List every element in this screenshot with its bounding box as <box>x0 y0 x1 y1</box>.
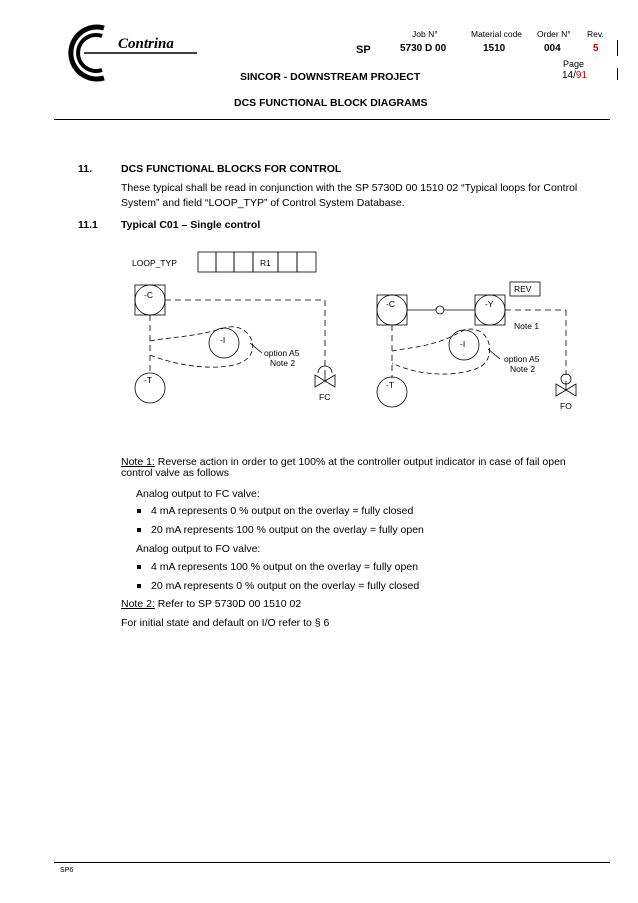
block-diagram <box>100 245 600 425</box>
left-option-loop <box>150 327 253 367</box>
footer-code: SP6 <box>60 867 74 874</box>
page-number <box>562 70 587 81</box>
right-option-label: option A5 <box>504 354 540 364</box>
right-link-node <box>436 306 444 314</box>
note2-label: Note 2: <box>121 598 155 610</box>
fo-heading: Analog output to FO valve: <box>136 543 261 555</box>
page-label: Page <box>563 59 585 69</box>
material-code-label: Material code <box>471 29 523 39</box>
bullet-icon <box>137 509 141 513</box>
right-rev-label: REV <box>514 284 532 294</box>
order-number: 004 <box>544 43 561 54</box>
right-valve-label: FO <box>560 401 572 411</box>
loop-typ-box-1 <box>198 252 216 272</box>
order-number-label: Order N° <box>537 29 571 39</box>
revision-label: Rev. <box>587 29 604 39</box>
loop-typ-box-3 <box>234 252 253 272</box>
right-note1-label: Note 1 <box>514 321 540 331</box>
material-code: 1510 <box>483 43 506 54</box>
header-rule <box>54 119 610 120</box>
list-item: 20 mA represents 0 % output on the overlay = fully closed <box>137 580 419 592</box>
right-option-leader <box>488 349 500 359</box>
note1-label: Note 1: <box>121 456 155 468</box>
initial-state-text: For initial state and default on I/O refer to § 6 <box>121 617 330 629</box>
job-number-label: Job N° <box>412 29 438 39</box>
subsection-number: 11.1 <box>78 219 98 231</box>
subsection-title: Typical C01 – Single control <box>121 219 261 231</box>
left-valve-label: FC <box>319 392 331 402</box>
loop-typ-box-2 <box>216 252 234 272</box>
note1-line2: control valve as follows <box>121 467 229 479</box>
bullet-icon <box>137 528 141 532</box>
bullet-icon <box>137 565 141 569</box>
note2-text: Refer to SP 5730D 00 1510 02 <box>154 598 302 610</box>
loop-typ-label: LOOP_TYP <box>132 258 177 268</box>
right-valve-fo <box>556 374 576 396</box>
note1-text: Reverse action in order to get 100% at the controller output indicator in case of fail open <box>154 456 566 468</box>
header-side-bar <box>617 40 618 56</box>
logo-text: Contrina <box>118 36 174 52</box>
section-number: 11. <box>78 163 93 175</box>
document-type: SP <box>356 44 371 56</box>
left-note-label: Note 2 <box>270 358 296 368</box>
right-controller-label: -C <box>386 299 395 309</box>
loop-typ-box-5 <box>278 252 297 272</box>
page-current: 14/ <box>562 70 576 81</box>
fc-heading: Analog output to FC valve: <box>136 488 260 500</box>
right-transmitter-label: -T <box>386 380 395 390</box>
left-valve-fc <box>315 366 335 387</box>
left-option-label: option A5 <box>264 348 300 358</box>
list-item: 20 mA represents 100 % output on the overlay = fully open <box>137 524 424 536</box>
document-title: DCS FUNCTIONAL BLOCK DIAGRAMS <box>234 97 428 109</box>
company-logo <box>62 22 202 84</box>
note2-line <box>121 597 301 612</box>
project-title: SINCOR - DOWNSTREAM PROJECT <box>240 71 421 83</box>
list-item: 4 mA represents 0 % output on the overlay = fully closed <box>137 505 413 517</box>
list-item: 4 mA represents 100 % output on the overlay = fully open <box>137 561 418 573</box>
page-total: 91 <box>575 70 588 81</box>
left-transmitter-label: -T <box>144 375 153 385</box>
section-intro-line1: These typical shall be read in conjunction with the SP 5730D 00 1510 02 “Typical loops for Control <box>121 182 578 194</box>
loop-typ-box-6 <box>297 252 316 272</box>
job-number: 5730 D 00 <box>400 43 447 54</box>
footer-rule <box>54 862 610 863</box>
header-side-bar-2 <box>617 68 618 80</box>
loop-typ-r1: R1 <box>260 258 271 268</box>
right-option-loop <box>392 329 490 374</box>
right-indicator-label: -I <box>460 339 466 349</box>
bullet-icon <box>137 584 141 588</box>
section-intro-line2: System” and field “LOOP_TYP” of Control System Database. <box>121 197 405 209</box>
right-output-label: -Y <box>485 299 494 309</box>
section-title: DCS FUNCTIONAL BLOCKS FOR CONTROL <box>121 163 342 175</box>
left-indicator-label: -I <box>220 335 226 345</box>
left-controller-label: -C <box>144 290 153 300</box>
right-note2-label: Note 2 <box>510 364 536 374</box>
revision-number: 5 <box>593 43 599 54</box>
